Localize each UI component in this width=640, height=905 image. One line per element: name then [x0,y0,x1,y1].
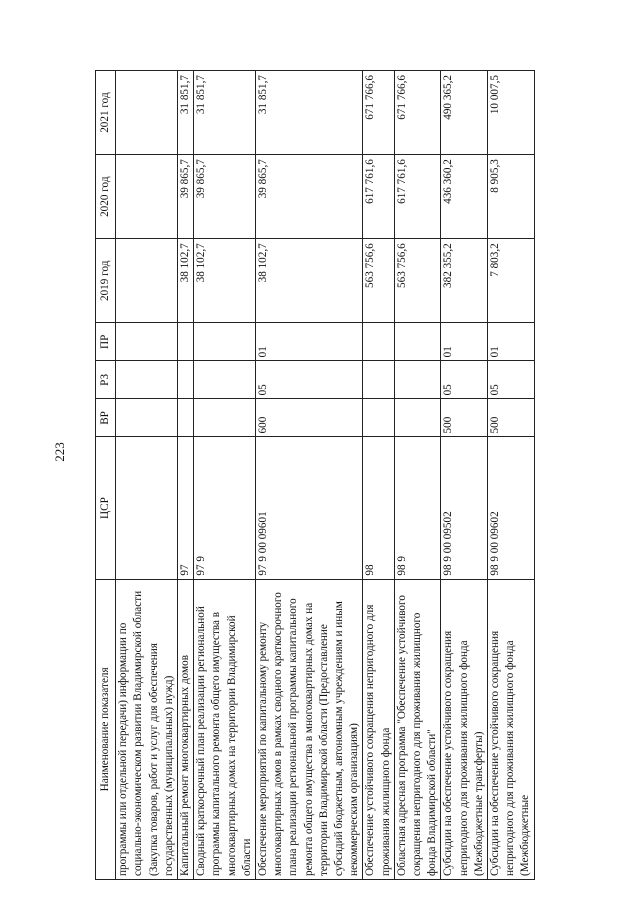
cell-vr: 500 [488,399,535,437]
cell-csr: 97 [178,437,194,579]
cell-rz [194,361,256,399]
cell-name: Обеспечение устойчивого сокращения непригодного для проживания жилищного фонда [363,579,394,879]
cell-vr: 600 [256,399,363,437]
cell-2020 [116,155,178,239]
cell-2021: 671 766,6 [363,71,394,155]
cell-2021: 31 851,7 [194,71,256,155]
cell-name: Областная адресная программа "Обеспечение устойчивого сокращения непригодного для проживания жилищного фонда Владимирской области" [394,579,441,879]
cell-csr: 98 9 [394,437,441,579]
header-pr: ПР [96,323,116,361]
table-row [394,71,441,880]
cell-pr [178,323,194,361]
table-row [116,71,178,880]
cell-2019 [116,239,178,323]
header-csr: ЦСР [96,437,116,579]
cell-2019: 563 756,6 [394,239,441,323]
cell-2021 [116,71,178,155]
cell-2020: 617 761,6 [363,155,394,239]
cell-pr [394,323,441,361]
cell-2019: 382 355,2 [441,239,488,323]
table-row [194,71,256,880]
cell-rz [116,361,178,399]
cell-pr: 01 [441,323,488,361]
cell-csr: 98 9 00 09602 [488,437,535,579]
cell-vr [178,399,194,437]
cell-2020: 8 905,3 [488,155,535,239]
cell-vr: 500 [441,399,488,437]
cell-csr: 97 9 00 09601 [256,437,363,579]
cell-rz [178,361,194,399]
header-2020: 2020 год [96,155,116,239]
cell-2020: 39 865,7 [194,155,256,239]
cell-csr [116,437,178,579]
cell-pr [363,323,394,361]
header-vr: ВР [96,399,116,437]
cell-name: программы или отдельной передачи) информации по социально-экономическом развитии Владимирской области (Закупка товаров, работ и услуг для обеспечения государственных (муниципальных) нужд) [116,579,178,879]
cell-rz: 05 [488,361,535,399]
cell-2019: 38 102,7 [194,239,256,323]
cell-name: Субсидии на обеспечение устойчивого сокращения непригодного для проживания жилищного фонда (Межбюджетные [488,579,535,879]
cell-2019: 7 803,2 [488,239,535,323]
cell-vr [363,399,394,437]
cell-2019: 38 102,7 [256,239,363,323]
cell-2021: 31 851,7 [178,71,194,155]
header-rz: РЗ [96,361,116,399]
cell-name: Обеспечение мероприятий по капитальному ремонту многоквартирных домов в рамках сводного краткосрочного плана реализации региональной программы капитального ремонта общего имущества в многоквартирных домах на территории Владимирской области (Предоставление субсидий бюджетным, автономным учреждениям и иным некоммерческим организациям) [256,579,363,879]
cell-vr [194,399,256,437]
cell-csr: 98 9 00 09502 [441,437,488,579]
cell-vr [116,399,178,437]
header-row [96,71,116,880]
table-row [178,71,194,880]
cell-rz: 05 [256,361,363,399]
cell-csr: 98 [363,437,394,579]
cell-2021: 10 007,5 [488,71,535,155]
cell-2019: 563 756,6 [363,239,394,323]
cell-name: Сводный краткосрочный план реализации региональной программы капитального ремонта общего имущества в многоквартирных домах на территории Владимирской области [194,579,256,879]
cell-vr [394,399,441,437]
header-name: Наименование показателя [96,579,116,879]
table-row [256,71,363,880]
cell-pr: 01 [488,323,535,361]
header-2019: 2019 год [96,239,116,323]
cell-name: Субсидии на обеспечение устойчивого сокращения непригодного для проживания жилищного фонда (Межбюджетные трансферты) [441,579,488,879]
budget-table-rotated [95,70,565,880]
table-row [441,71,488,880]
cell-name: Капитальный ремонт многоквартирных домов [178,579,194,879]
cell-rz [394,361,441,399]
table-row [363,71,394,880]
cell-2021: 490 365,2 [441,71,488,155]
cell-pr [194,323,256,361]
cell-rz [363,361,394,399]
cell-2020: 436 360,2 [441,155,488,239]
cell-pr [116,323,178,361]
table-row [488,71,535,880]
budget-table [95,70,535,880]
cell-csr: 97 9 [194,437,256,579]
cell-rz: 05 [441,361,488,399]
header-2021: 2021 год [96,71,116,155]
cell-2019: 38 102,7 [178,239,194,323]
cell-2021: 31 851,7 [256,71,363,155]
page-number: 223 [52,442,67,462]
cell-2020: 617 761,6 [394,155,441,239]
cell-2021: 671 766,6 [394,71,441,155]
cell-2020: 39 865,7 [256,155,363,239]
cell-pr: 01 [256,323,363,361]
cell-2020: 39 865,7 [178,155,194,239]
